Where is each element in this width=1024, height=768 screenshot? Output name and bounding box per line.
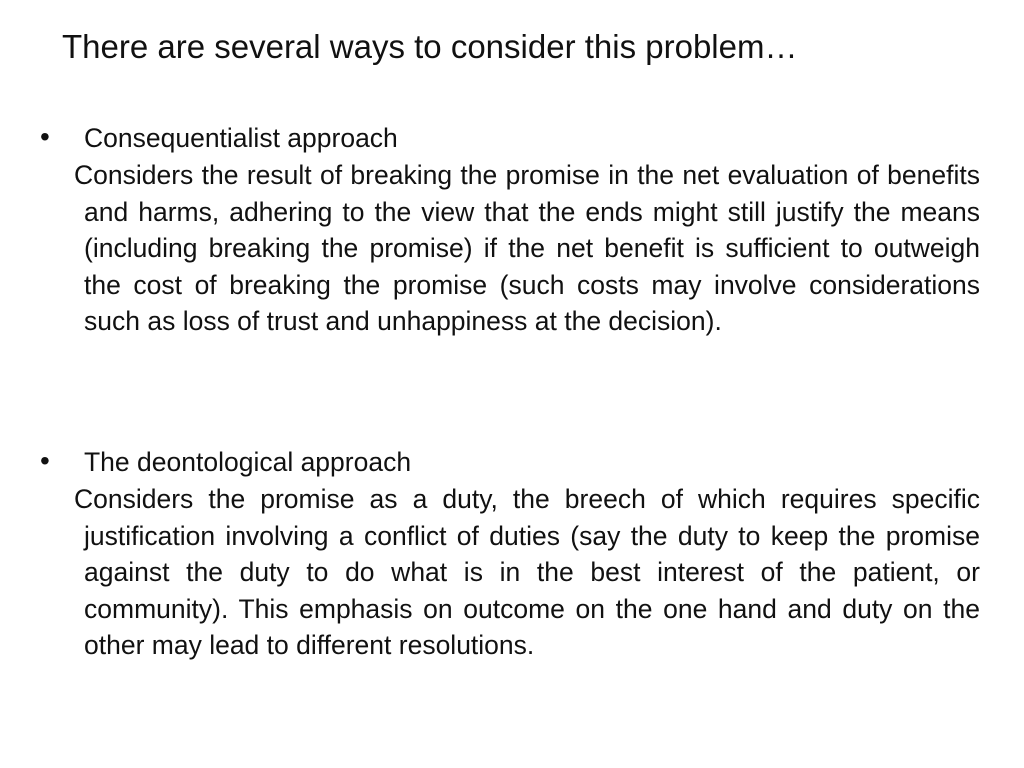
bullet-section-consequentialist: [40, 120, 980, 340]
bullet-marker: •: [40, 121, 50, 152]
bullet-body-text: Considers the result of breaking the promise in the net evaluation of benefits and harms, adhering to the view that the ends might still justify the means (including breaking the promise) if the net benefit is sufficient to outweigh the cost of breaking the promise (such costs may involve considerations such as loss of trust and unhappiness at the decision).: [74, 160, 980, 337]
bullet-heading-row: [40, 120, 980, 157]
bullet-heading: Consequentialist approach: [84, 123, 398, 153]
bullet-heading-row: [40, 444, 980, 481]
bullet-section-deontological: [40, 444, 980, 664]
bullet-heading: The deontological approach: [84, 447, 412, 477]
slide-title: There are several ways to consider this problem…: [62, 28, 798, 65]
bullet-marker: •: [40, 445, 50, 476]
bullet-body-text: Considers the promise as a duty, the breech of which requires specific justification involving a conflict of duties (say the duty to keep the promise against the duty to do what is in the best interest of the patient, or community). This emphasis on outcome on the one hand and duty on the other may lead to different resolutions.: [74, 484, 980, 661]
